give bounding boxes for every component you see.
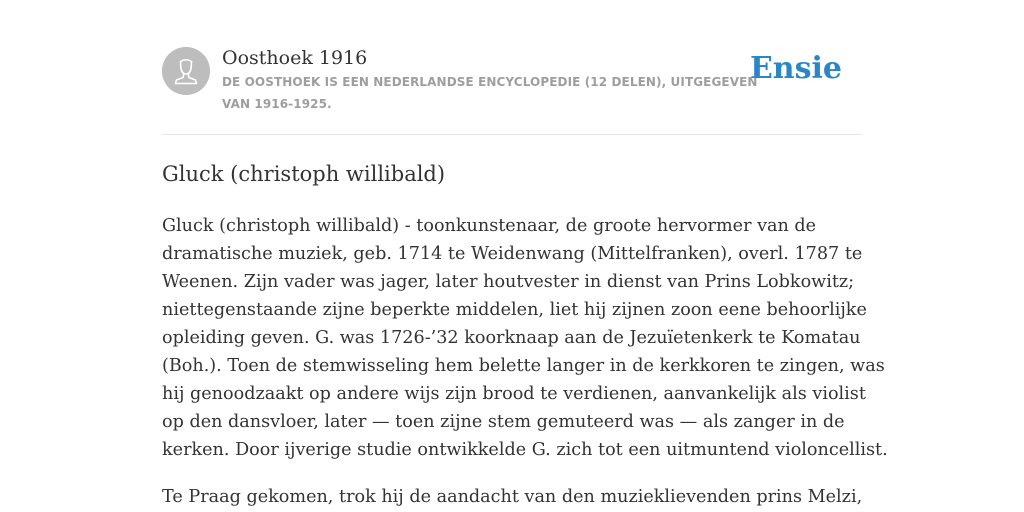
source-name[interactable]: Oosthoek 1916 [222,47,368,69]
page-container [162,0,888,507]
source-description [222,71,762,115]
paragraph-line: niettegenstaande zijne beperkte middelen, liet hij zijnen zoon eene behoorlijke [162,300,867,320]
paragraph-line: opleiding geven. G. was 1726-’32 koorknaap aan de Jezuïetenkerk te Komatau [162,328,861,348]
article-paragraph [162,212,888,464]
source-header [162,0,862,135]
paragraph-line: hij genoodzaakt op andere wijs zijn brood te verdienen, aanvankelijk als violist [162,384,866,404]
ensie-logo-link[interactable]: Ensie [749,51,842,86]
article-body [162,212,888,512]
paragraph-line: Weenen. Zijn vader was jager, later houtvester in dienst van Prins Lobkowitz; [162,272,855,292]
paragraph-line: Gluck (christoph willibald) - toonkunstenaar, de groote hervormer van de [162,216,817,236]
article-title: Gluck (christoph willibald) [162,162,446,186]
paragraph-line: op den dansvloer, later — toen zijne stem gemuteerd was — als zanger in de [162,412,845,432]
paragraph-line: Te Praag gekomen, trok hij de aandacht van den muzieklievenden prins Melzi, [162,487,863,507]
paragraph-line: dramatische muziek, geb. 1714 te Weidenwang (Mittelfranken), overl. 1787 te [162,244,863,264]
source-description-line: VAN 1916-1925. [222,97,332,111]
source-description-line: DE OOSTHOEK IS EEN NEDERLANDSE ENCYCLOPEDIE (12 DELEN), UITGEGEVEN [222,75,758,89]
avatar[interactable] [162,47,210,95]
source-info [222,45,762,115]
article-paragraph [162,483,866,511]
paragraph-line: (Boh.). Toen de stemwisseling hem belette langer in de kerkkoren te zingen, was [162,356,885,376]
paragraph-line: kerken. Door ijverige studie ontwikkelde G. zich tot een uitmuntend violoncellist. [162,440,888,460]
user-silhouette-icon [162,47,210,95]
